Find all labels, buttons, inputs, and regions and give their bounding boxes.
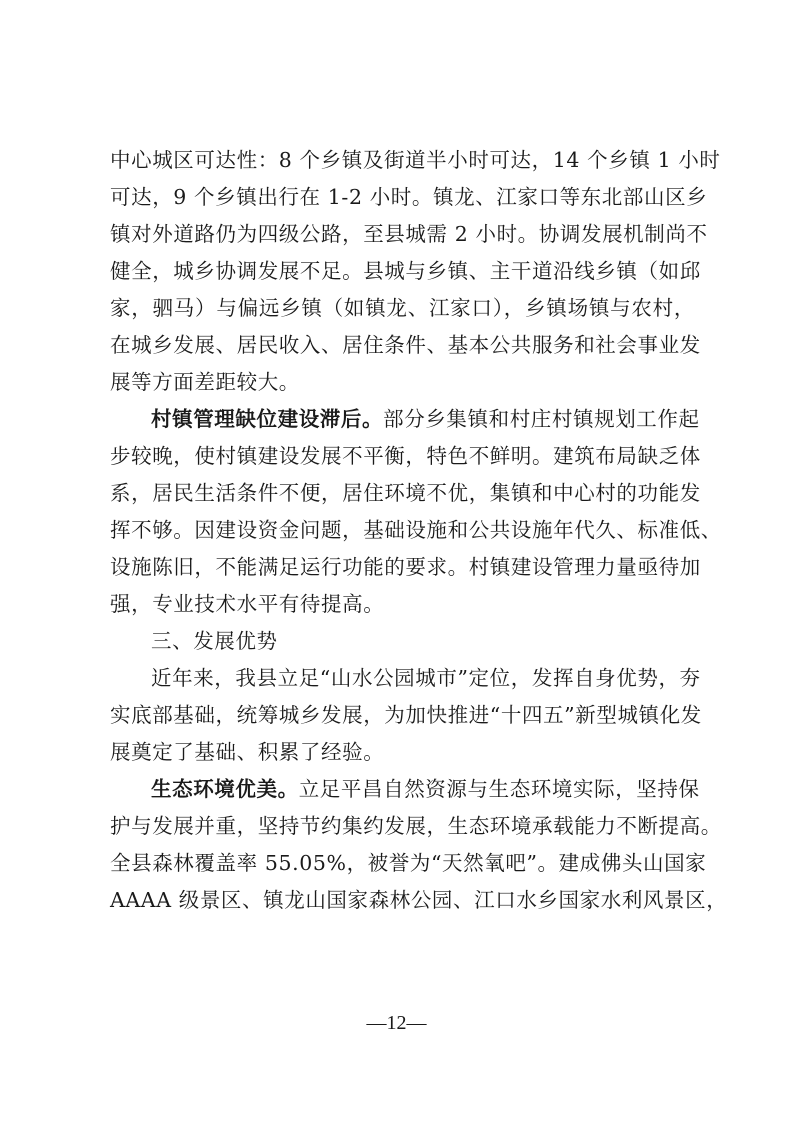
text-line: 家，驷马）与偏远乡镇（如镇龙、江家口），乡镇场镇与农村，: [110, 296, 695, 320]
text-line: 实底部基础，统筹城乡发展，为加快推进“十四五”新型城镇化发: [110, 703, 702, 727]
text-line: 护与发展并重，坚持节约集约发展，生态环境承载能力不断提高。: [110, 814, 722, 838]
text-line: 镇对外道路仍为四级公路，至县城需 2 小时。协调发展机制尚不: [110, 222, 708, 246]
paragraph-recent-years: [110, 660, 702, 771]
page-number: —12—: [366, 1012, 427, 1034]
paragraph-lead: 生态环境优美。: [151, 777, 299, 801]
text-line: AAAA 级景区、镇龙山国家森林公园、江口水乡国家水利风景区，: [110, 888, 728, 912]
text-line: [110, 771, 700, 808]
text-line: 步较晚，使村镇建设发展不平衡，特色不鲜明。建筑布局缺乏体: [110, 444, 701, 468]
paragraph-accessibility: [110, 142, 721, 401]
text-line: 设施陈旧，不能满足运行功能的要求。村镇建设管理力量亟待加: [110, 555, 701, 579]
paragraph-lead: 村镇管理缺位建设滞后。: [151, 407, 384, 431]
text-line: 系，居民生活条件不便，居住环境不优，集镇和中心村的功能发: [110, 481, 701, 505]
text-line: 健全，城乡协调发展不足。县城与乡镇、主干道沿线乡镇（如邱: [110, 259, 701, 283]
text-line: 全县森林覆盖率 55.05%，被誉为“天然氧吧”。建成佛头山国家: [110, 851, 707, 875]
text-line: [110, 401, 700, 438]
text-line: 中心城区可达性：8 个乡镇及街道半小时可达，14 个乡镇 1 小时: [110, 148, 721, 172]
section-heading: 三、发展优势: [151, 629, 278, 653]
paragraph-text: 立足平昌自然资源与生态环境实际，坚持保: [298, 777, 700, 801]
text-line: 展奠定了基础、积累了经验。: [110, 740, 385, 764]
text-line: 挥不够。因建设资金问题，基础设施和公共设施年代久、标准低、: [110, 518, 722, 542]
document-body: [110, 142, 728, 919]
text-line: 近年来，我县立足“山水公园城市”定位，发挥自身优势，夯: [151, 666, 701, 690]
paragraph-village-management: [110, 401, 722, 623]
paragraph-ecology: [110, 771, 728, 919]
paragraph-text: 部分乡集镇和村庄村镇规划工作起: [383, 407, 700, 431]
text-line: 展等方面差距较大。: [110, 370, 300, 394]
text-line: 可达，9 个乡镇出行在 1-2 小时。镇龙、江家口等东北部山区乡: [110, 185, 708, 209]
text-line: 在城乡发展、居民收入、居住条件、基本公共服务和社会事业发: [110, 333, 701, 357]
text-line: 强，专业技术水平有待提高。: [110, 592, 385, 616]
